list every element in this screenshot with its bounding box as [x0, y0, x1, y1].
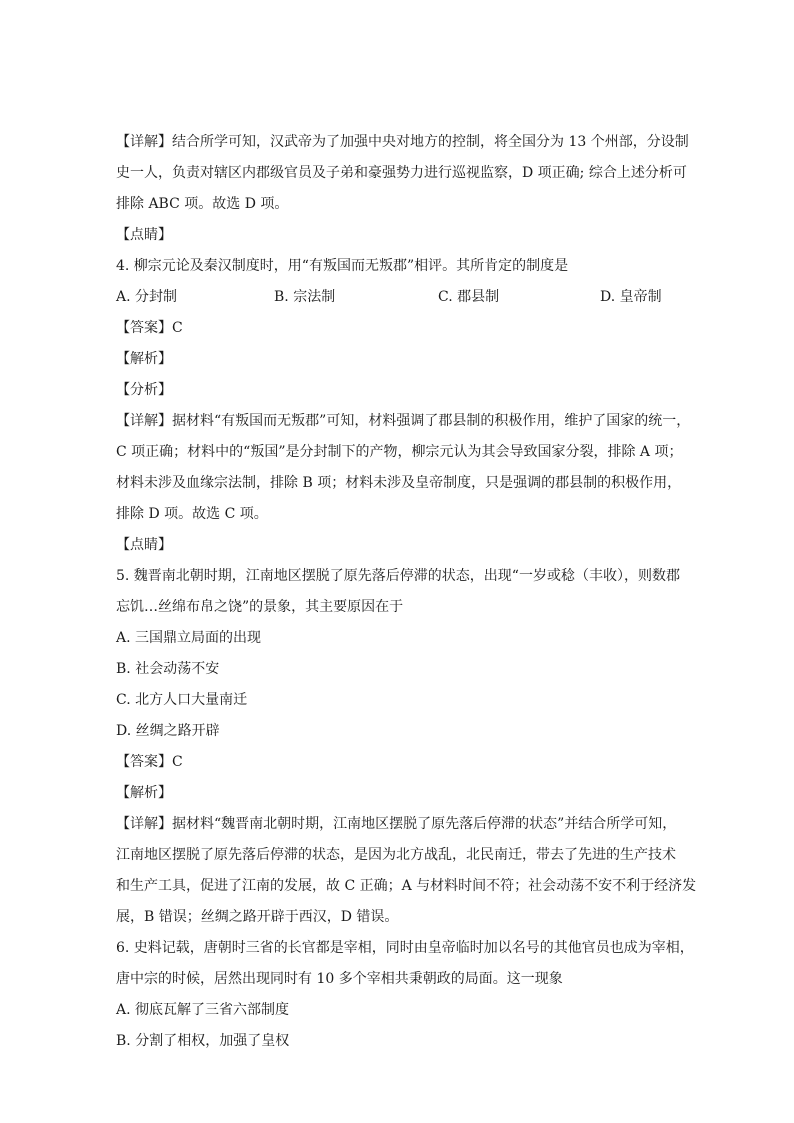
q5-explain-line-4: 展，B 错误；丝绸之路开辟于西汉，D 错误。 — [116, 909, 399, 925]
q3-explain-line-2: 史一人，负责对辖区内郡级官员及子弟和豪强势力进行巡视监察，D 项正确; 综合上述分析可 — [116, 165, 687, 181]
q5-answer: 【答案】C — [116, 754, 183, 770]
q5-question-line-1: 5. 魏晋南北朝时期，江南地区摆脱了原先落后停滞的状态，出现“一岁或稔（丰收），则数郡 — [116, 568, 680, 584]
q6-option-a: A. 彻底瓦解了三省六部制度 — [116, 1002, 290, 1018]
q4-explain-line-1: 【详解】据材料“有叛国而无叛郡”可知，材料强调了郡县制的积极作用，维护了国家的统一， — [116, 413, 691, 429]
q3-remark: 【点睛】 — [116, 227, 172, 243]
q4-question: 4. 柳宗元论及秦汉制度时，用“有叛国而无叛郡”相评。其所肯定的制度是 — [116, 258, 569, 274]
q3-explain-line-1: 【详解】结合所学可知，汉武帝为了加强中央对地方的控制，将全国分为 13 个州部，分设制 — [116, 134, 689, 150]
q5-question-line-2: 忘饥…丝绵布帛之饶”的景象，其主要原因在于 — [116, 599, 404, 615]
q5-explain-line-3: 和生产工具，促进了江南的发展，故 C 正确；A 与材料时间不符；社会动荡不安不利于经济发 — [116, 878, 697, 894]
q5-option-a: A. 三国鼎立局面的出现 — [116, 630, 262, 646]
q6-question-line-2: 唐中宗的时候，居然出现同时有 10 多个宰相共秉朝政的局面。这一现象 — [116, 971, 563, 987]
q5-explain-line-2: 江南地区摆脱了原先落后停滞的状态，是因为北方战乱，北民南迁，带去了先进的生产技术 — [116, 847, 676, 863]
q3-explain-line-3: 排除 ABC 项。故选 D 项。 — [116, 196, 289, 212]
q4-answer: 【答案】C — [116, 320, 183, 336]
q5-explain-line-1: 【详解】据材料“魏晋南北朝时期，江南地区摆脱了原先落后停滞的状态”并结合所学可知， — [116, 816, 677, 832]
q4-explain-line-2: C 项正确；材料中的“叛国”是分封制下的产物，柳宗元认为其会导致国家分裂，排除 A 项； — [116, 444, 683, 460]
q4-option-a: A. 分封制 — [116, 289, 178, 305]
q5-analysis: 【解析】 — [116, 785, 172, 801]
q4-fenxi: 【分析】 — [116, 382, 172, 398]
q4-option-b: B. 宗法制 — [274, 289, 336, 305]
q4-remark: 【点睛】 — [116, 537, 172, 553]
q5-option-b: B. 社会动荡不安 — [116, 661, 220, 677]
q4-explain-line-3: 材料未涉及血缘宗法制，排除 B 项；材料未涉及皇帝制度，只是强调的郡县制的积极作用， — [116, 475, 682, 491]
q4-option-d: D. 皇帝制 — [600, 289, 662, 305]
q4-analysis: 【解析】 — [116, 351, 172, 367]
q6-question-line-1: 6. 史料记载，唐朝时三省的长官都是宰相，同时由皇帝临时加以名号的其他官员也成为宰相， — [116, 940, 694, 956]
q5-option-d: D. 丝绸之路开辟 — [116, 723, 220, 739]
q5-option-c: C. 北方人口大量南迁 — [116, 692, 248, 708]
q4-option-c: C. 郡县制 — [438, 289, 500, 305]
q4-explain-line-4: 排除 D 项。故选 C 项。 — [116, 506, 268, 522]
q6-option-b: B. 分割了相权，加强了皇权 — [116, 1033, 290, 1049]
